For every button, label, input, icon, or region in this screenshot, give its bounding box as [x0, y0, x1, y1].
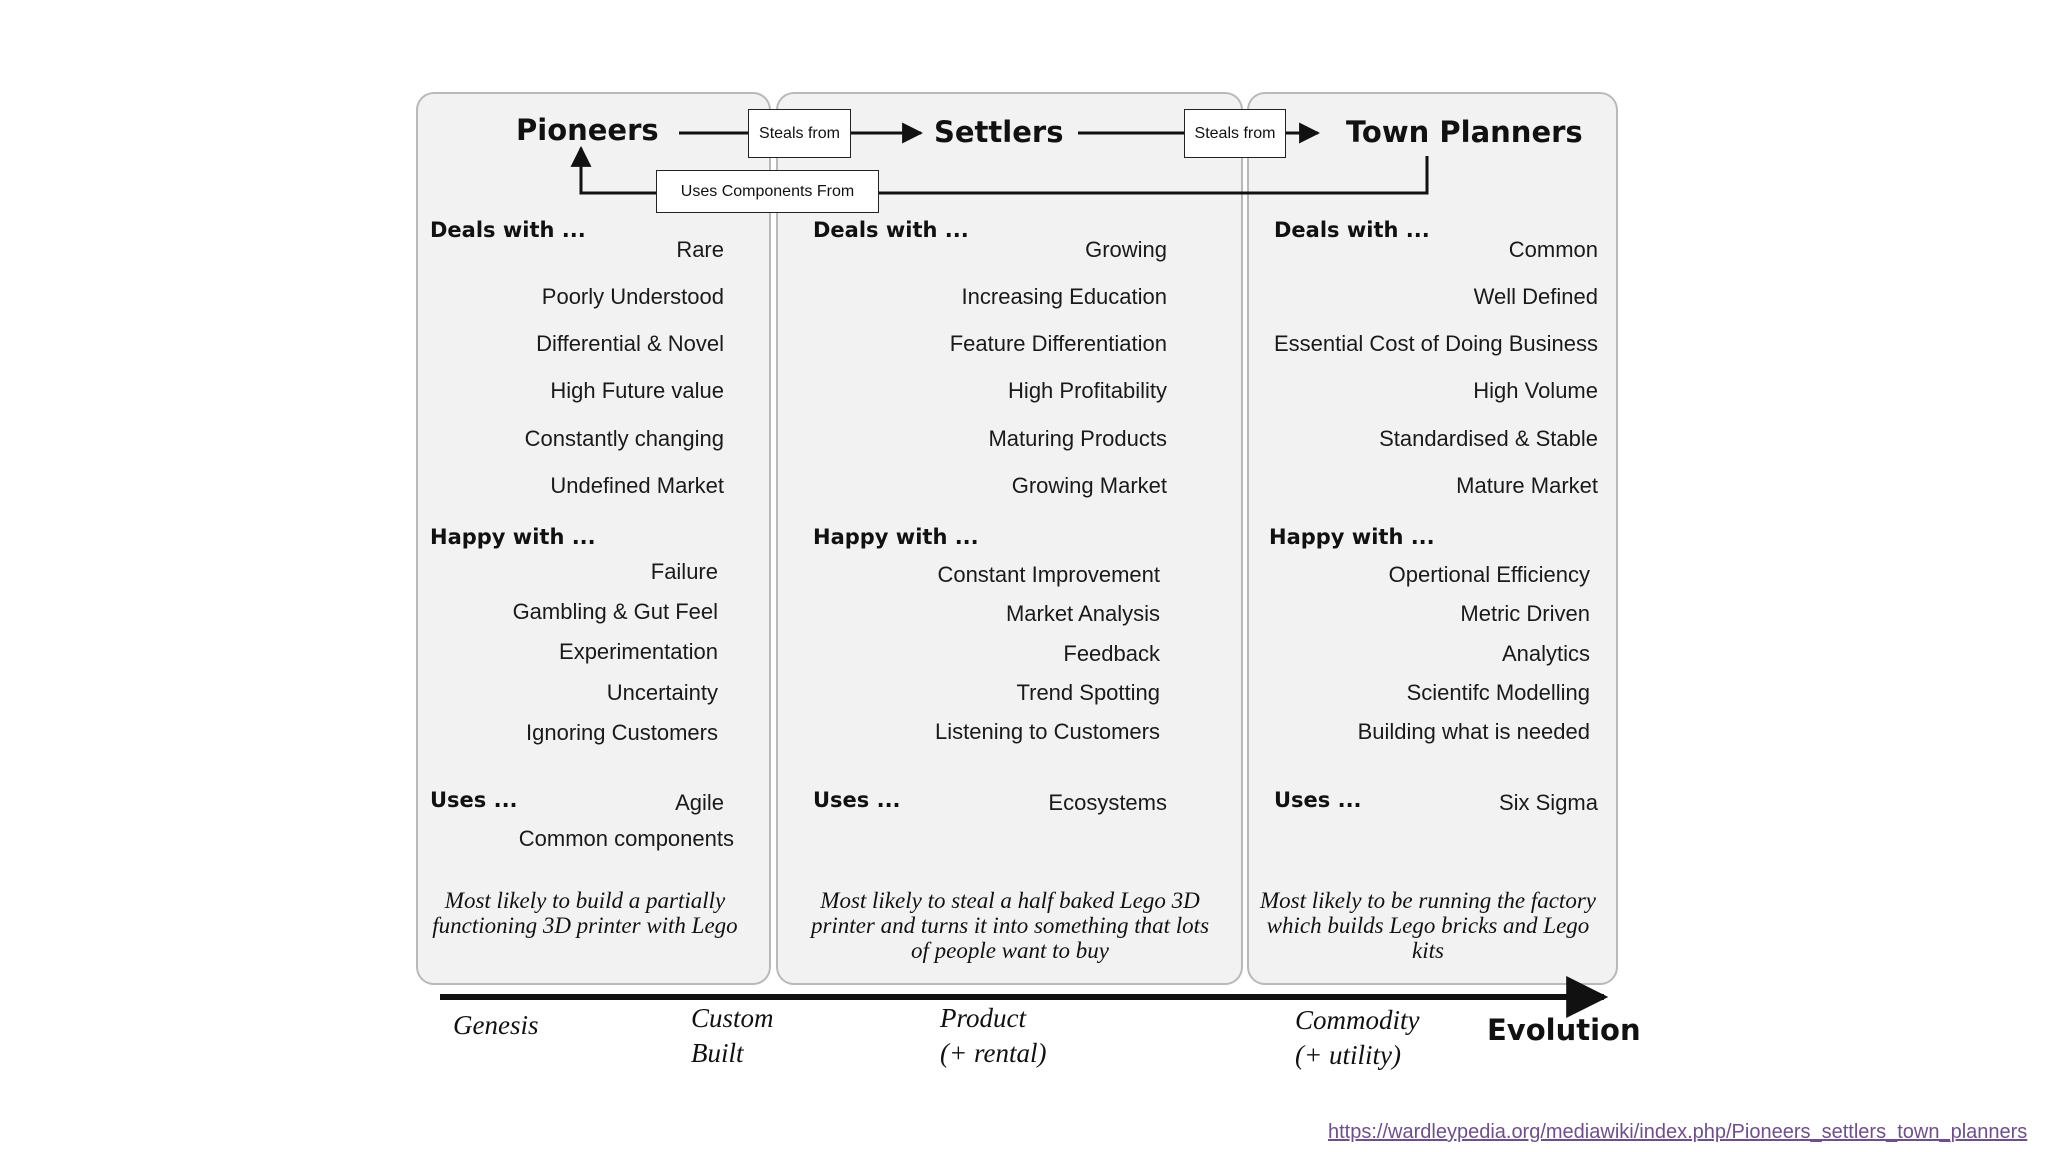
deals-item: Constantly changing: [524, 426, 724, 451]
deals-item: Undefined Market: [550, 473, 724, 498]
deals-item: Increasing Education: [961, 284, 1167, 309]
happy-item: Feedback: [1063, 641, 1160, 666]
deals-with-heading: Deals with ...: [430, 218, 586, 242]
happy-item: Trend Spotting: [1016, 680, 1160, 705]
uses-item: Common components: [518, 826, 734, 851]
happy-item: Scientifc Modelling: [1406, 680, 1590, 705]
column-note: Most likely to build a partially functioning 3D printer with Lego: [432, 888, 738, 938]
happy-item: Failure: [650, 559, 718, 584]
column-note: Most likely to steal a half baked Lego 3D printer and turns it into something that lots of people want to buy: [810, 888, 1210, 963]
steals-from-label-2: Steals from: [1184, 109, 1286, 158]
uses-heading: Uses ...: [813, 788, 901, 812]
deals-item: Differential & Novel: [536, 331, 724, 356]
uses-item: Agile: [675, 790, 724, 815]
uses-heading: Uses ...: [430, 788, 518, 812]
column-note: Most likely to be running the factory which builds Lego bricks and Lego kits: [1260, 888, 1596, 963]
header-settlers: Settlers: [934, 115, 1064, 149]
uses-item: Ecosystems: [1048, 790, 1167, 815]
source-link[interactable]: https://wardleypedia.org/mediawiki/index.php/Pioneers_settlers_town_planners: [1328, 1121, 2028, 1143]
deals-item: Essential Cost of Doing Business: [1273, 331, 1598, 356]
header-town-planners: Town Planners: [1346, 115, 1583, 149]
happy-item: Uncertainty: [606, 680, 718, 705]
deals-item: High Profitability: [1008, 378, 1167, 403]
happy-item: Constant Improvement: [937, 562, 1160, 587]
deals-item: Mature Market: [1456, 473, 1598, 498]
happy-item: Metric Driven: [1460, 601, 1590, 626]
deals-item: Maturing Products: [988, 426, 1167, 451]
deals-item: Rare: [676, 237, 724, 262]
happy-item: Opertional Efficiency: [1388, 562, 1590, 587]
deals-item: Poorly Understood: [541, 284, 724, 309]
header-pioneers: Pioneers: [516, 113, 659, 147]
happy-with-heading: Happy with ...: [813, 525, 979, 549]
happy-with-heading: Happy with ...: [430, 525, 596, 549]
axis-stage-custom-built: Custom Built: [691, 1003, 774, 1068]
steals-from-label-1: Steals from: [748, 109, 851, 158]
axis-stage-genesis: Genesis: [453, 1010, 539, 1040]
happy-with-heading: Happy with ...: [1269, 525, 1435, 549]
uses-components-from-label: Uses Components From: [656, 170, 879, 213]
happy-item: Ignoring Customers: [526, 720, 718, 745]
uses-item: Six Sigma: [1498, 790, 1598, 815]
happy-item: Analytics: [1501, 641, 1590, 666]
happy-item: Experimentation: [559, 639, 718, 664]
deals-item: Growing: [1085, 237, 1167, 262]
deals-item: Feature Differentiation: [949, 331, 1167, 356]
axis-stage-commodity: Commodity (+ utility): [1295, 1005, 1420, 1070]
deals-item: Common: [1508, 237, 1598, 262]
deals-item: High Future value: [550, 378, 724, 403]
happy-item: Market Analysis: [1005, 601, 1160, 626]
deals-item: Well Defined: [1473, 284, 1598, 309]
uses-heading: Uses ...: [1274, 788, 1362, 812]
deals-item: Standardised & Stable: [1379, 426, 1598, 451]
axis-title-evolution: Evolution: [1487, 1013, 1641, 1047]
deals-item: High Volume: [1473, 378, 1598, 403]
deals-with-heading: Deals with ...: [1274, 218, 1430, 242]
axis-stage-product: Product (+ rental): [940, 1003, 1047, 1068]
happy-item: Building what is needed: [1357, 719, 1590, 744]
deals-with-heading: Deals with ...: [813, 218, 969, 242]
deals-item: Growing Market: [1011, 473, 1167, 498]
happy-item: Gambling & Gut Feel: [512, 599, 718, 624]
happy-item: Listening to Customers: [935, 719, 1160, 744]
